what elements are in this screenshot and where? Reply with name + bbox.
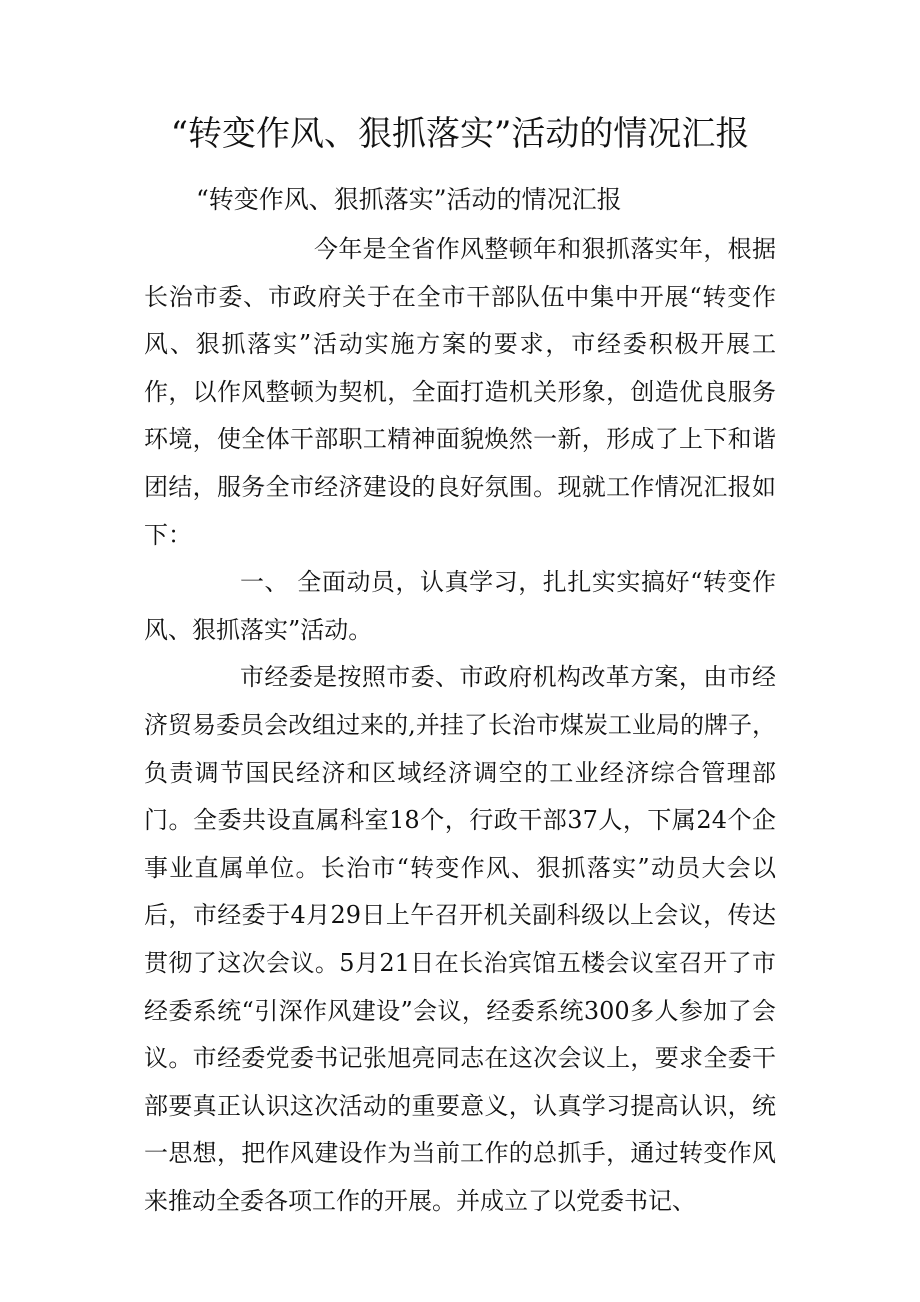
document-body [144,226,776,1225]
section-paragraph: 市经委是按照市委、市政府机构改革方案，由市经济贸易委员会改组过来的,并挂了长治市煤炭工业局的牌子，负责调节国民经济和区域经济调空的工业经济综合管理部门。全委共设直属科室18个，行政干部37人，下属24个企事业直属单位。长治市“转变作风、狠抓落实”动员大会以后，市经委于4月29日上午召开机关副科级以上会议，传达贯彻了这次会议。5月21日在长治宾馆五楼会议室召开了市经委系统“引深作风建设”会议，经委系统300多人参加了会议。市经委党委书记张旭亮同志在这次会议上，要求全委干部要真正认识这次活动的重要意义，认真学习提高认识，统一思想，把作风建设作为当前工作的总抓手，通过转变作风来推动全委各项工作的开展。并成立了以党委书记、 [144,663,776,1215]
intro-paragraph: 今年是全省作风整顿年和狠抓落实年，根据长治市委、市政府关于在全市干部队伍中集中开展“转变作风、狠抓落实”活动实施方案的要求，市经委积极开展工作，以作风整顿为契机，全面打造机关形象，创造优良服务环境，使全体干部职工精神面貌焕然一新，形成了上下和谐团结，服务全市经济建设的良好氛围。现就工作情况汇报如下： [144,235,776,549]
document-subtitle: “转变作风、狠抓落实”活动的情况汇报 [196,185,622,214]
section-heading: 一、 全面动员，认真学习，扎扎实实搞好“转变作风、狠抓落实”活动。 [144,568,776,644]
document-title: “转变作风、狠抓落实”活动的情况汇报 [170,114,750,154]
